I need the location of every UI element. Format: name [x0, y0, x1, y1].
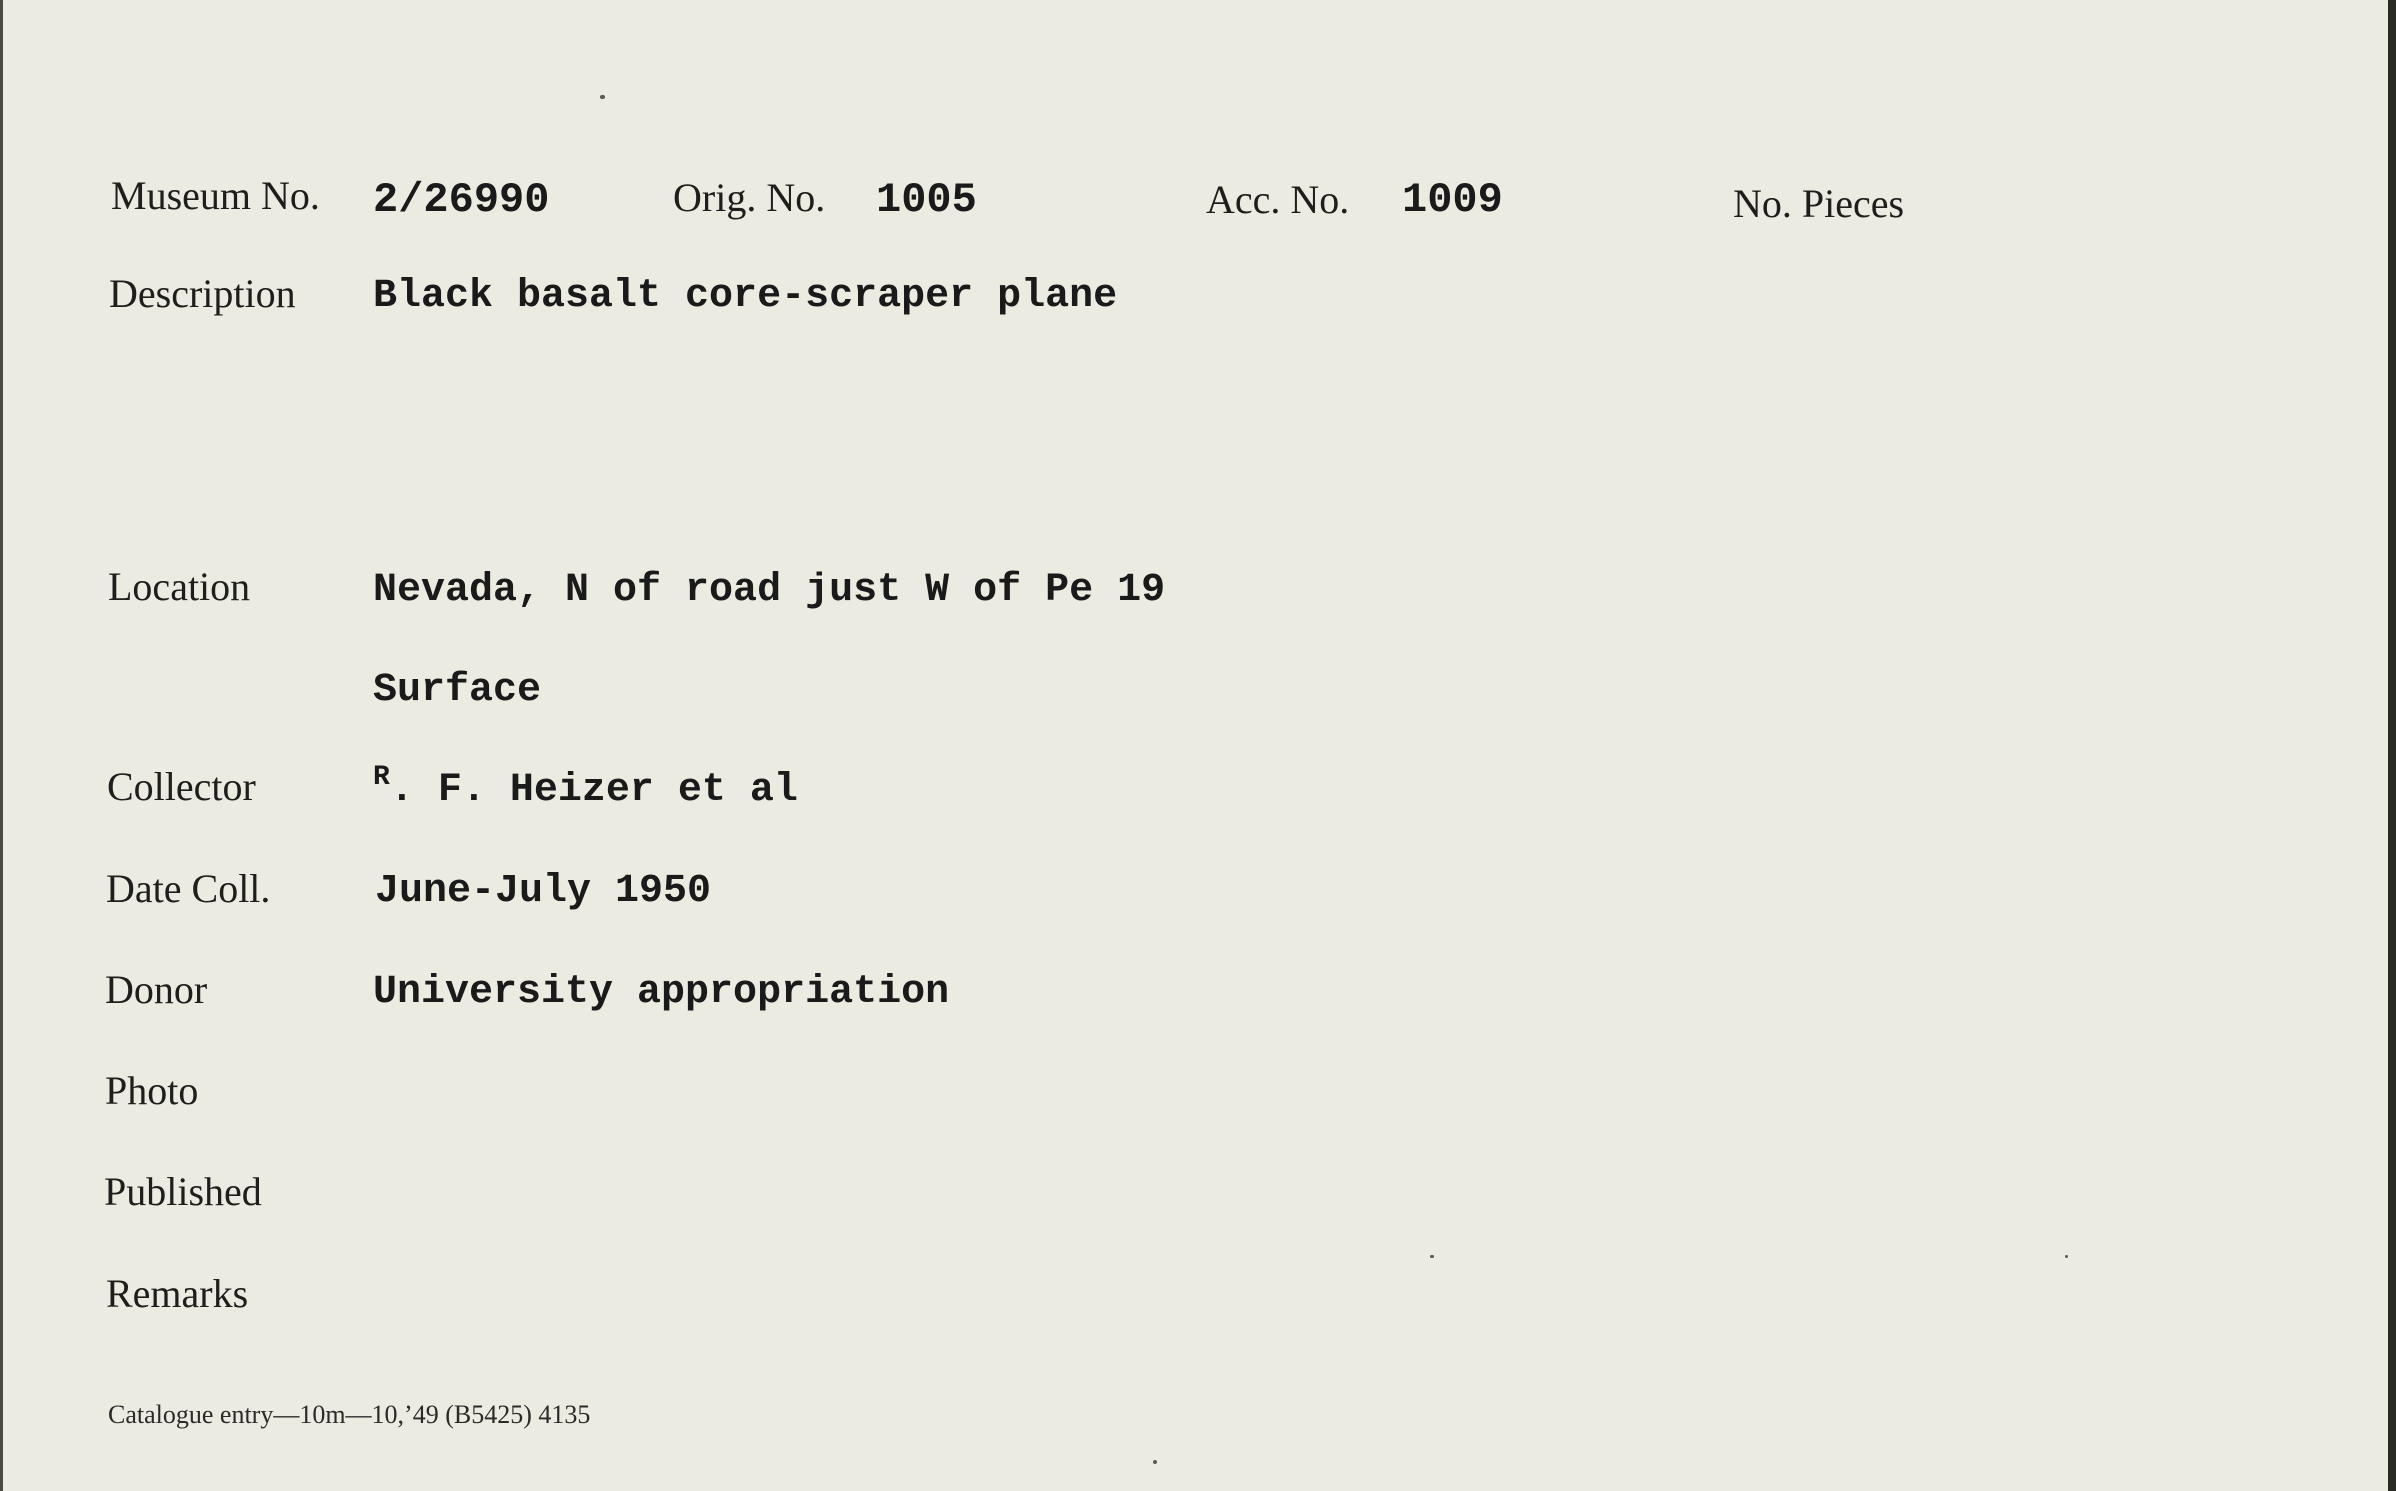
location-label: Location — [108, 564, 251, 609]
speck-mark — [600, 95, 605, 99]
orig-no-label: Orig. No. — [673, 175, 826, 220]
photo-label: Photo — [105, 1068, 199, 1113]
donor-value: University appropriation — [373, 970, 950, 1015]
speck-mark — [1153, 1460, 1157, 1464]
date-coll-value: June-July 1950 — [375, 869, 712, 914]
acc-no-label: Acc. No. — [1206, 177, 1350, 222]
speck-mark — [1430, 1255, 1434, 1258]
no-pieces-label: No. Pieces — [1733, 181, 1905, 226]
card-left-edge — [0, 0, 3, 1491]
collector-value: . F. Heizer et al — [389, 768, 798, 813]
description-value: Black basalt core-scraper plane — [373, 274, 1118, 319]
donor-label: Donor — [105, 967, 208, 1012]
museum-no-value: 2/26990 — [373, 176, 550, 224]
orig-no-value: 1005 — [876, 176, 977, 224]
remarks-label: Remarks — [106, 1271, 249, 1316]
date-coll-label: Date Coll. — [106, 866, 271, 911]
collector-label: Collector — [107, 764, 256, 809]
published-label: Published — [104, 1169, 262, 1214]
speck-mark — [2065, 1255, 2068, 1258]
card-right-edge — [2388, 0, 2396, 1491]
description-label: Description — [109, 271, 296, 316]
location-value: Nevada, N of road just W of Pe 19 — [373, 568, 1166, 613]
location-value-2: Surface — [373, 668, 542, 713]
acc-no-value: 1009 — [1402, 176, 1503, 224]
collector-value-line — [373, 762, 798, 813]
museum-no-label: Museum No. — [111, 173, 320, 218]
catalogue-footer: Catalogue entry—10m—10,’49 (B5425) 4135 — [108, 1400, 591, 1429]
collector-initial: R — [373, 762, 390, 793]
